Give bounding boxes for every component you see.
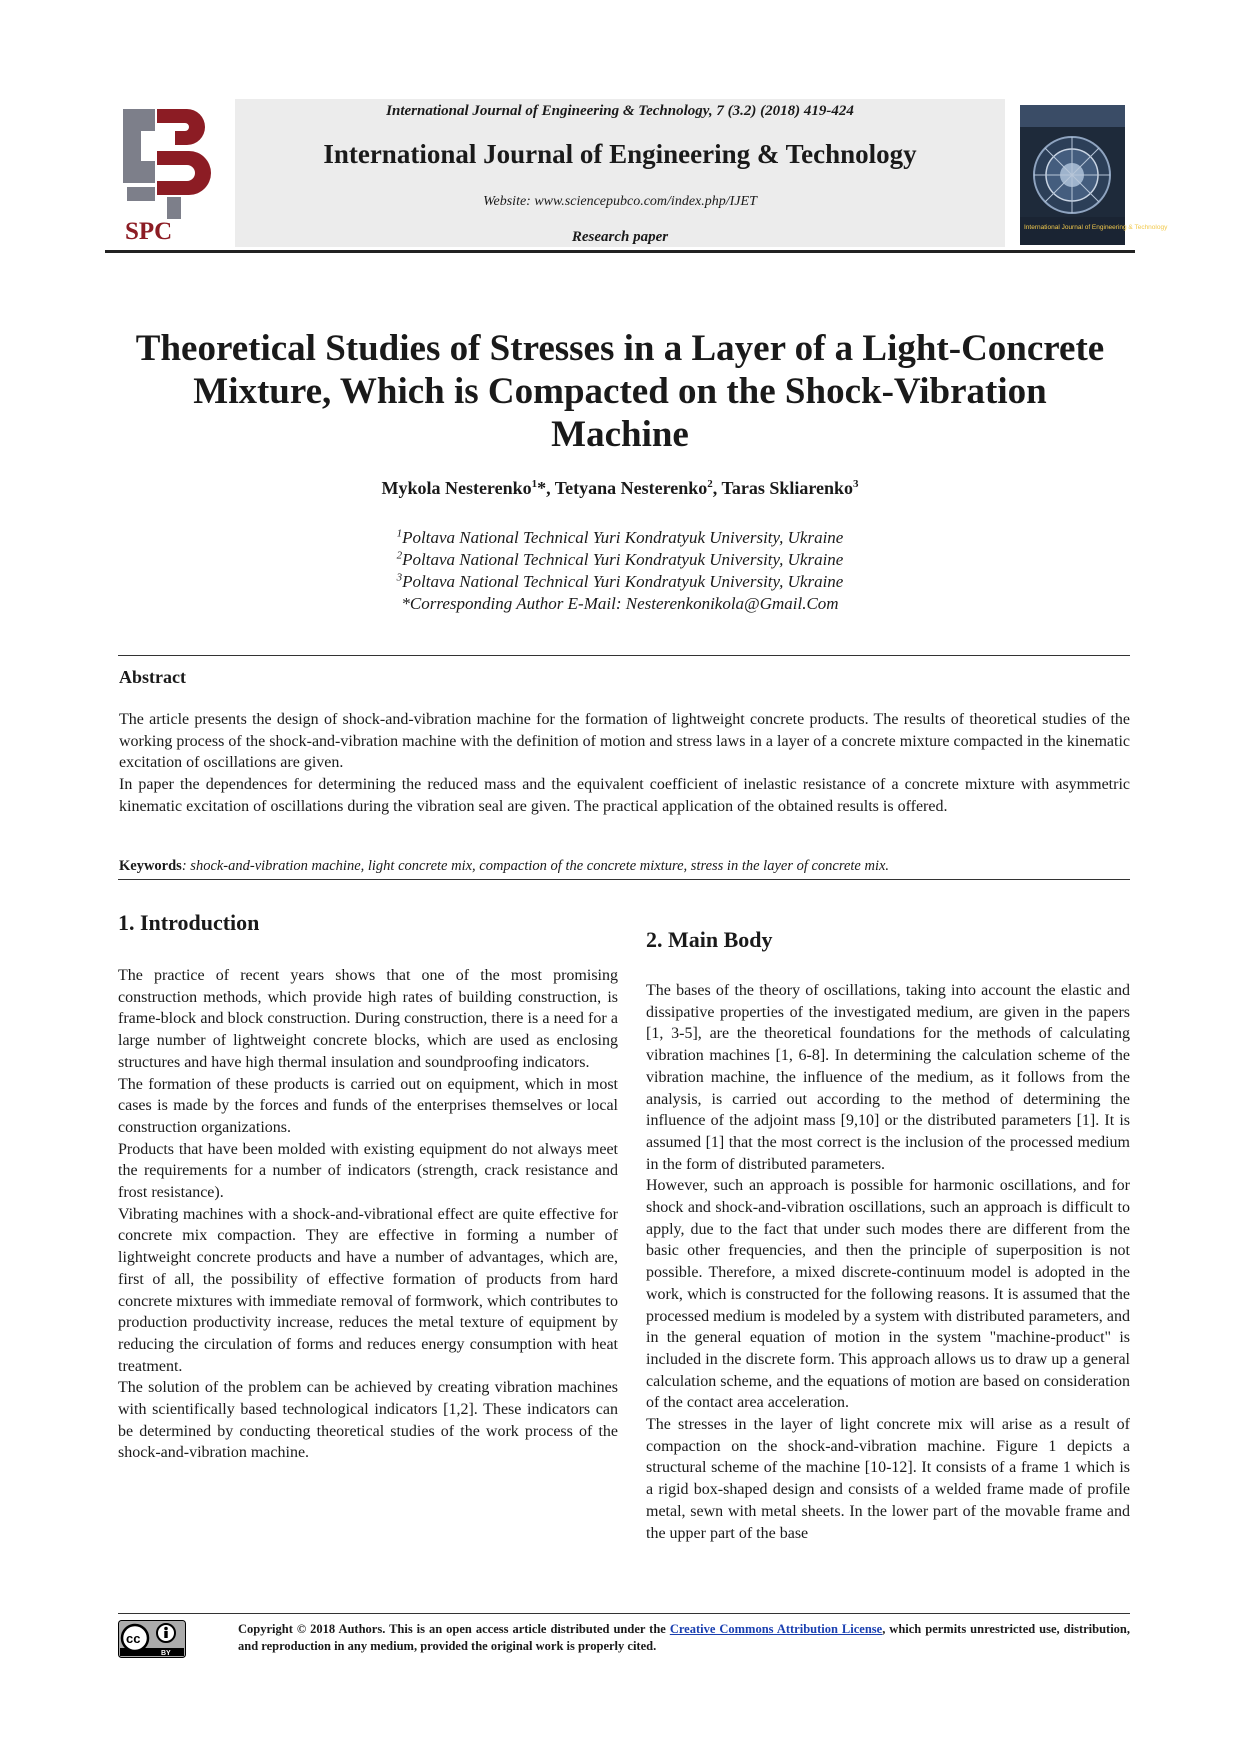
svg-text:SPC: SPC xyxy=(125,218,173,245)
journal-website: Website: www.sciencepubco.com/index.php/IJET xyxy=(483,194,757,209)
abstract-body xyxy=(119,709,1130,818)
section-heading-introduction: 1. Introduction xyxy=(118,910,260,935)
abstract-paragraph: The article presents the design of shock-and-vibration machine for the formation of lightweight concrete products. The results of theoretical studies of the working process of the shock-and-vibration machine with the definition of motion and stress laws in a layer of a concrete mixture compacted in the kinematic excitation of oscillations are given. xyxy=(119,711,1130,772)
paper-type: Research paper xyxy=(571,229,669,245)
main-paragraph: The stresses in the layer of light concrete mix will arise as a result of compaction on the shock-and-vibration machine. Figure 1 depicts a structural scheme of the machine [10-12]. It consists of a frame 1 which is a rigid box-shaped design and consists of a welded frame made of profile metal, sewn with metal sheets. In the lower part of the movable frame and the upper part of the base xyxy=(646,1416,1130,1542)
header-rule xyxy=(105,250,1135,253)
author-name: Taras Skliarenko xyxy=(721,478,854,498)
cc-by-icon xyxy=(118,1620,186,1658)
author-sep: *, xyxy=(537,478,555,498)
keywords-text: : shock-and-vibration machine, light concrete mix, compaction of the concrete mixture, stress in the layer of concrete mix. xyxy=(181,858,890,874)
author-sep: , xyxy=(712,478,722,498)
abstract-bottom-rule xyxy=(118,879,1130,880)
intro-paragraph: The formation of these products is carried out on equipment, which in most cases is made by the forces and funds of the enterprises themselves or local construction organizations. xyxy=(118,1075,618,1136)
footer-rule xyxy=(118,1613,1130,1614)
title-line: Machine xyxy=(551,414,689,455)
abstract-heading: Abstract xyxy=(119,667,186,687)
journal-cover-image xyxy=(1020,105,1168,245)
journal-header xyxy=(105,99,1168,254)
paper-title xyxy=(100,327,1140,456)
copyright-text: Copyright © 2018 Authors. This is an open access article distributed under the xyxy=(238,1622,670,1636)
license-link[interactable]: Creative Commons Attribution License xyxy=(669,1622,883,1636)
author-sup: 2 xyxy=(707,478,713,490)
title-line: Mixture, Which is Compacted on the Shock-Vibration xyxy=(193,371,1047,412)
svg-text:cc: cc xyxy=(126,1631,141,1646)
journal-name: International Journal of Engineering & Technology xyxy=(323,139,917,169)
publisher-logo xyxy=(105,99,235,247)
author-list xyxy=(100,478,1140,499)
intro-paragraph: Products that have been molded with existing equipment do not always meet the requirements for a number of indicators (strength, crack resistance and frost resistance). xyxy=(118,1140,618,1202)
author-name: Tetyana Nesterenko xyxy=(554,478,708,498)
intro-paragraph: Vibrating machines with a shock-and-vibrational effect are quite effective for concrete mix compaction. They are effective in forming a number of lightweight concrete products and have a number of advantages, which are, first of all, the possibility of effective formation of products from hard concrete mixtures with immediate removal of formwork, which contributes to production productivity increase, reduces the metal texture of equipment by reducing the circulation of forms and reduces energy consumption with heat treatment. xyxy=(118,1205,618,1375)
svg-text:BY: BY xyxy=(161,1650,171,1657)
corresponding-author: *Corresponding Author E-Mail: Nesterenkonikola@Gmail.Com xyxy=(401,594,839,613)
affiliation: $^2$Poltava National Technical Yuri Kondratyuk University, Ukraine xyxy=(396,549,844,569)
spc-logo-icon xyxy=(105,99,235,247)
column-left xyxy=(118,965,618,1464)
abstract-paragraph: In paper the dependences for determining the reduced mass and the equivalent coefficient of inelastic resistance of a concrete mixture with asymmetric kinematic excitation of oscillations during the vibration seal are given. The practical application of the obtained results is offered. xyxy=(119,776,1130,815)
copyright-notice xyxy=(238,1621,1130,1655)
svg-text:International Journal of Engin: International Journal of Engineering & Technology xyxy=(1024,224,1168,231)
keywords xyxy=(119,858,1130,875)
journal-banner xyxy=(235,99,1005,247)
author-name: Mykola Nesterenko xyxy=(381,478,532,498)
journal-cover-thumbnail xyxy=(1020,105,1168,245)
column-right xyxy=(646,980,1130,1544)
affiliation: $^1$Poltava National Technical Yuri Kondratyuk University, Ukraine xyxy=(396,527,844,547)
section-heading-main-body: 2. Main Body xyxy=(646,927,773,952)
author-sup: 1 xyxy=(531,478,538,490)
abstract-top-rule xyxy=(118,655,1130,656)
title-line: Theoretical Studies of Stresses in a Layer of a Light-Concrete xyxy=(135,328,1105,369)
main-paragraph: The bases of the theory of oscillations, taking into account the elastic and dissipative properties of the investigated medium, are given in the papers [1, 3-5], are the theoretical foundations for the methods of calculating vibration machines [1, 6-8]. In determining the calculation scheme of the vibration machine, the influence of the medium, as it follows from the analysis, is carried out according to the method of determining the influence of the adjoint mass [9,10] or the distributed parameters [1]. It is assumed [1] that the most correct is the inclusion of the processed medium in the form of distributed parameters. xyxy=(646,982,1130,1173)
author-sup: 3 xyxy=(853,478,859,490)
intro-paragraph: The solution of the problem can be achieved by creating vibration machines with scientifically based technological indicators [1,2]. These indicators can be determined by conducting theoretical studies of the work process of the shock-and-vibration machine. xyxy=(118,1379,618,1462)
affiliations xyxy=(100,527,1140,615)
affiliation: $^3$Poltava National Technical Yuri Kondratyuk University, Ukraine xyxy=(396,571,844,591)
main-paragraph: However, such an approach is possible for harmonic oscillations, and for shock and shock-and-vibration oscillations, such an approach is difficult to apply, due to the fact that under such modes there are different from the basic other frequencies, and then the principle of superposition is not possible. Therefore, a mixed discrete-continuum model is adopted in the work, which is constructed for the following reasons. It is assumed that the processed medium is modeled by a system with distributed parameters, and in the general equation of motion in the system "machine-product" is included in the discrete form. This approach allows us to draw up a general calculation scheme, and the equations of motion are based on consideration of the contact area acceleration. xyxy=(646,1177,1130,1412)
cc-license-badge[interactable] xyxy=(118,1620,186,1658)
copyright-text-end: , which permits unrestricted use, distribution, and reproduction in any medium, provided the original work is properly cited. xyxy=(238,1622,1130,1653)
journal-citation: International Journal of Engineering & Technology, 7 (3.2) (2018) 419-424 xyxy=(386,103,854,119)
intro-paragraph: The practice of recent years shows that one of the most promising construction methods, which provide high rates of building construction, is frame-block and block construction. During construction, there is a need for a large number of lightweight concrete blocks, which are used as enclosing structures and have high thermal insulation and soundproofing indicators. xyxy=(118,967,618,1071)
keywords-label: Keywords xyxy=(119,858,182,874)
